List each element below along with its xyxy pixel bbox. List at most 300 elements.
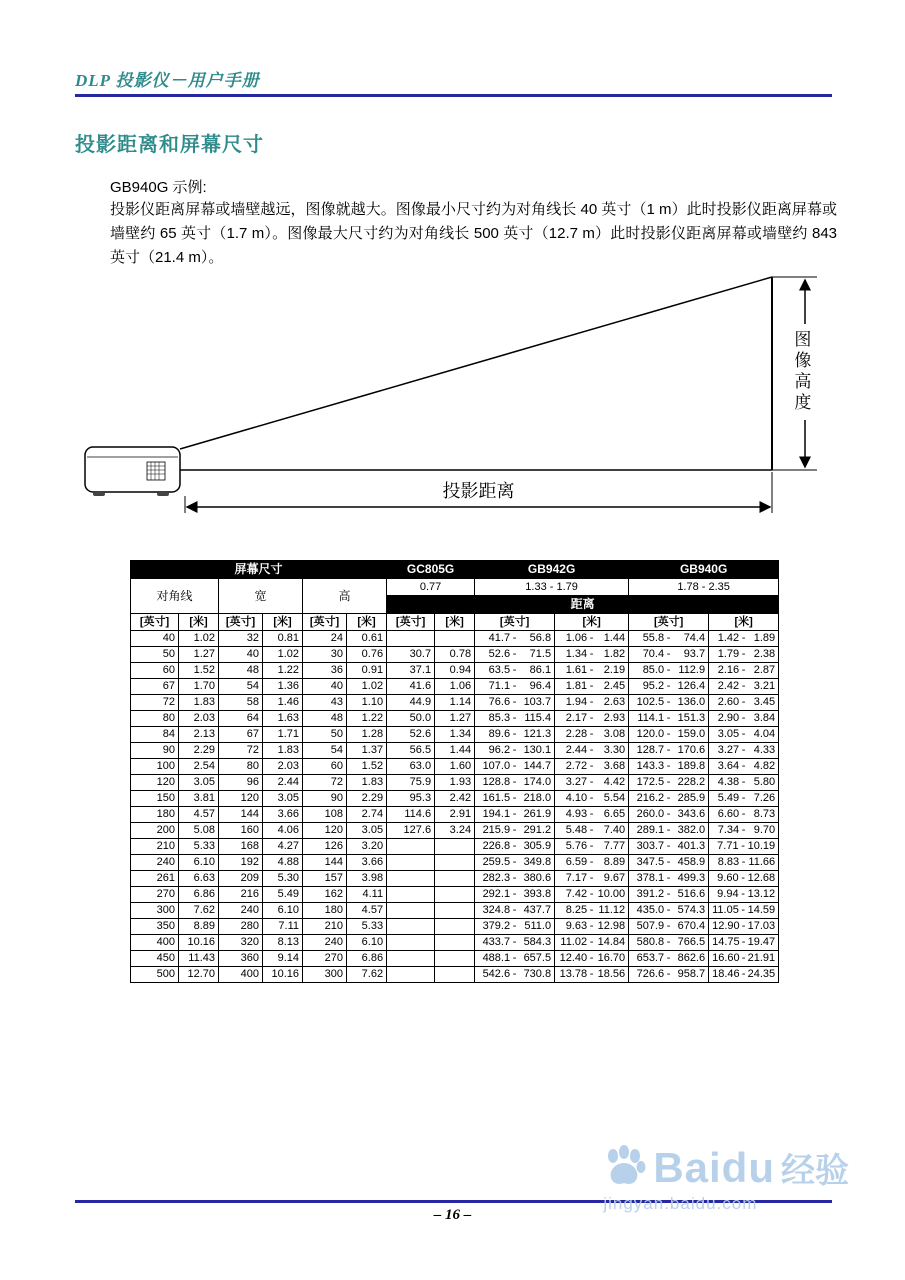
table-cell: 4.10 - 5.54 — [555, 791, 629, 807]
table-cell: 2.29 — [347, 791, 387, 807]
example-label: GB940G 示例: — [110, 179, 207, 196]
table-cell — [387, 903, 435, 919]
table-cell: 270 — [303, 951, 347, 967]
table-row — [131, 647, 779, 663]
table-cell: 5.33 — [179, 839, 219, 855]
table-cell: 6.10 — [179, 855, 219, 871]
table-cell: 180 — [303, 903, 347, 919]
table-cell: 161.5 - 218.0 — [475, 791, 555, 807]
projector-icon — [85, 447, 180, 496]
table-row — [131, 775, 779, 791]
projection-table-wrap — [130, 560, 779, 983]
table-cell: 128.8 - 174.0 — [475, 775, 555, 791]
table-cell: 1.36 — [263, 679, 303, 695]
table-cell: 1.83 — [179, 695, 219, 711]
table-cell: 96.2 - 130.1 — [475, 743, 555, 759]
table-cell: 7.42 - 10.00 — [555, 887, 629, 903]
table-cell: 1.94 - 2.63 — [555, 695, 629, 711]
table-cell: 72 — [131, 695, 179, 711]
table-cell: 168 — [219, 839, 263, 855]
unit-header: [英寸] — [303, 614, 347, 631]
table-row — [131, 727, 779, 743]
table-cell: 300 — [303, 967, 347, 983]
table-cell: 1.22 — [347, 711, 387, 727]
table-cell: 12.70 — [179, 967, 219, 983]
table-cell: 43 — [303, 695, 347, 711]
table-cell: 200 — [131, 823, 179, 839]
table-cell: 289.1 - 382.0 — [629, 823, 709, 839]
table-cell: 2.72 - 3.68 — [555, 759, 629, 775]
table-cell: 6.63 — [179, 871, 219, 887]
table-row — [131, 823, 779, 839]
table-cell: 500 — [131, 967, 179, 983]
table-cell: 0.91 — [347, 663, 387, 679]
table-cell: 3.27 - 4.42 — [555, 775, 629, 791]
table-cell: 2.42 — [435, 791, 475, 807]
table-cell: 8.89 — [179, 919, 219, 935]
table-cell: 8.25 - 11.12 — [555, 903, 629, 919]
screen-size-header: 屏幕尺寸 — [131, 561, 387, 579]
table-cell: 80 — [131, 711, 179, 727]
table-cell: 9.63 - 12.98 — [555, 919, 629, 935]
table-cell: 7.71 - 10.19 — [709, 839, 779, 855]
table-cell: 30.7 — [387, 647, 435, 663]
table-cell: 1.93 — [435, 775, 475, 791]
table-cell — [435, 951, 475, 967]
table-cell: 150 — [131, 791, 179, 807]
unit-header: [米] — [263, 614, 303, 631]
table-cell: 5.48 - 7.40 — [555, 823, 629, 839]
table-cell: 216 — [219, 887, 263, 903]
unit-header: [英寸] — [387, 614, 435, 631]
table-cell: 3.05 — [263, 791, 303, 807]
table-cell: 2.44 — [263, 775, 303, 791]
unit-header: [米] — [709, 614, 779, 631]
page-number: – 16 – — [433, 1207, 472, 1223]
table-cell: 653.7 - 862.6 — [629, 951, 709, 967]
table-cell: 60 — [303, 759, 347, 775]
watermark-brand-row — [603, 1143, 849, 1192]
table-row — [131, 631, 779, 647]
table-cell — [435, 855, 475, 871]
table-cell: 0.81 — [263, 631, 303, 647]
image-height-label: 图像高度 — [789, 324, 811, 420]
table-cell: 10.16 — [179, 935, 219, 951]
table-cell: 4.57 — [179, 807, 219, 823]
table-cell: 108 — [303, 807, 347, 823]
table-cell: 114.6 — [387, 807, 435, 823]
table-cell: 9.94 - 13.12 — [709, 887, 779, 903]
table-body — [131, 631, 779, 983]
table-row — [131, 935, 779, 951]
table-cell: 261 — [131, 871, 179, 887]
table-cell: 5.76 - 7.77 — [555, 839, 629, 855]
table-cell: 0.78 — [435, 647, 475, 663]
table-cell: 6.10 — [263, 903, 303, 919]
table-cell: 114.1 - 151.3 — [629, 711, 709, 727]
table-cell: 120 — [219, 791, 263, 807]
table-row — [131, 663, 779, 679]
table-cell: 1.27 — [435, 711, 475, 727]
table-cell: 324.8 - 437.7 — [475, 903, 555, 919]
table-cell: 9.14 — [263, 951, 303, 967]
table-cell: 3.24 — [435, 823, 475, 839]
table-cell: 32 — [219, 631, 263, 647]
table-cell: 1.02 — [179, 631, 219, 647]
table-cell: 3.98 — [347, 871, 387, 887]
table-cell: 7.62 — [179, 903, 219, 919]
table-cell: 2.16 - 2.87 — [709, 663, 779, 679]
table-cell: 259.5 - 349.8 — [475, 855, 555, 871]
table-cell: 89.6 - 121.3 — [475, 727, 555, 743]
table-cell: 41.6 — [387, 679, 435, 695]
table-cell: 1.60 — [435, 759, 475, 775]
table-cell: 3.27 - 4.33 — [709, 743, 779, 759]
table-cell: 95.3 — [387, 791, 435, 807]
table-cell: 1.06 — [435, 679, 475, 695]
table-cell: 100 — [131, 759, 179, 775]
table-cell: 1.52 — [179, 663, 219, 679]
table-cell: 7.62 — [347, 967, 387, 983]
table-cell: 260.0 - 343.6 — [629, 807, 709, 823]
table-cell: 2.29 — [179, 743, 219, 759]
table-cell: 3.05 — [179, 775, 219, 791]
table-cell: 2.60 - 3.45 — [709, 695, 779, 711]
table-cell: 58 — [219, 695, 263, 711]
table-cell: 1.83 — [347, 775, 387, 791]
table-cell: 3.05 - 4.04 — [709, 727, 779, 743]
unit-header: [英寸] — [475, 614, 555, 631]
table-cell — [387, 839, 435, 855]
height-header: 高 — [303, 579, 387, 614]
table-cell: 180 — [131, 807, 179, 823]
baidu-watermark — [603, 1143, 849, 1214]
table-cell: 54 — [303, 743, 347, 759]
table-cell: 76.6 - 103.7 — [475, 695, 555, 711]
table-cell — [435, 935, 475, 951]
table-row — [131, 967, 779, 983]
model-header-gb942g: GB942G — [475, 561, 629, 579]
table-cell: 40 — [219, 647, 263, 663]
table-cell: 90 — [131, 743, 179, 759]
table-cell: 3.81 — [179, 791, 219, 807]
table-cell: 2.17 - 2.93 — [555, 711, 629, 727]
table-cell: 64 — [219, 711, 263, 727]
header-title: DLP 投影仪－用户手册 — [75, 71, 260, 90]
table-header-row-ratios — [131, 579, 779, 596]
table-cell: 1.06 - 1.44 — [555, 631, 629, 647]
body-text: 投影仪距离屏幕或墙壁越远，图像就越大。图像最小尺寸约为对角线长 40 英寸（1 m）此时投影仪距离屏幕或墙壁约 65 英寸（1.7 m）。图像最大尺寸约为对角线长 500 英寸（12.7 m）此时投影仪距离屏幕或墙壁约 843 英寸（21.4 m）。 — [110, 201, 837, 266]
table-cell: 67 — [219, 727, 263, 743]
table-cell: 143.3 - 189.8 — [629, 759, 709, 775]
table-cell: 63.0 — [387, 759, 435, 775]
unit-header: [米] — [179, 614, 219, 631]
table-cell: 2.54 — [179, 759, 219, 775]
table-header-row-units — [131, 614, 779, 631]
table-cell: 85.3 - 115.4 — [475, 711, 555, 727]
table-cell: 240 — [219, 903, 263, 919]
table-cell: 50.0 — [387, 711, 435, 727]
table-cell: 5.49 — [263, 887, 303, 903]
table-cell: 0.94 — [435, 663, 475, 679]
table-cell: 270 — [131, 887, 179, 903]
table-cell: 240 — [303, 935, 347, 951]
table-cell: 72 — [219, 743, 263, 759]
table-cell: 2.74 — [347, 807, 387, 823]
table-cell: 2.90 - 3.84 — [709, 711, 779, 727]
table-cell: 1.79 - 2.38 — [709, 647, 779, 663]
table-cell — [387, 871, 435, 887]
table-cell: 18.46 - 24.35 — [709, 967, 779, 983]
table-cell: 320 — [219, 935, 263, 951]
projection-distance-label: 投影距离 — [442, 481, 515, 501]
table-row — [131, 679, 779, 695]
table-cell: 1.46 — [263, 695, 303, 711]
table-cell: 128.7 - 170.6 — [629, 743, 709, 759]
table-cell: 0.61 — [347, 631, 387, 647]
table-cell: 5.08 — [179, 823, 219, 839]
table-cell: 300 — [131, 903, 179, 919]
table-cell: 162 — [303, 887, 347, 903]
table-cell: 6.59 - 8.89 — [555, 855, 629, 871]
table-cell: 12.40 - 16.70 — [555, 951, 629, 967]
table-cell: 3.66 — [263, 807, 303, 823]
table-cell: 7.11 — [263, 919, 303, 935]
table-cell: 48 — [219, 663, 263, 679]
table-cell: 60 — [131, 663, 179, 679]
table-row — [131, 807, 779, 823]
table-cell: 2.13 — [179, 727, 219, 743]
table-cell: 37.1 — [387, 663, 435, 679]
table-cell: 4.27 — [263, 839, 303, 855]
table-cell: 4.11 — [347, 887, 387, 903]
table-cell: 70.4 - 93.7 — [629, 647, 709, 663]
table-cell — [435, 903, 475, 919]
table-cell: 347.5 - 458.9 — [629, 855, 709, 871]
table-cell: 3.05 — [347, 823, 387, 839]
table-row — [131, 743, 779, 759]
table-cell: 450 — [131, 951, 179, 967]
table-cell: 5.30 — [263, 871, 303, 887]
table-cell: 216.2 - 285.9 — [629, 791, 709, 807]
table-cell: 157 — [303, 871, 347, 887]
unit-header: [英寸] — [219, 614, 263, 631]
table-cell: 1.28 — [347, 727, 387, 743]
table-cell: 85.0 - 112.9 — [629, 663, 709, 679]
table-cell: 52.6 — [387, 727, 435, 743]
table-cell: 50 — [303, 727, 347, 743]
unit-header: [米] — [555, 614, 629, 631]
table-cell: 1.81 - 2.45 — [555, 679, 629, 695]
table-cell: 360 — [219, 951, 263, 967]
table-cell: 6.60 - 8.73 — [709, 807, 779, 823]
table-cell: 8.83 - 11.66 — [709, 855, 779, 871]
table-cell: 194.1 - 261.9 — [475, 807, 555, 823]
table-cell: 1.14 — [435, 695, 475, 711]
table-cell: 127.6 — [387, 823, 435, 839]
table-cell: 1.71 — [263, 727, 303, 743]
table-cell: 7.34 - 9.70 — [709, 823, 779, 839]
table-cell: 71.1 - 96.4 — [475, 679, 555, 695]
table-cell: 11.43 — [179, 951, 219, 967]
table-cell: 54 — [219, 679, 263, 695]
table-cell: 210 — [131, 839, 179, 855]
watermark-brand-cn: 经验 — [781, 1152, 849, 1190]
paw-icon — [603, 1143, 647, 1192]
table-cell — [435, 887, 475, 903]
table-cell: 303.7 - 401.3 — [629, 839, 709, 855]
table-row — [131, 871, 779, 887]
table-cell — [387, 967, 435, 983]
table-cell: 1.83 — [263, 743, 303, 759]
table-cell: 4.38 - 5.80 — [709, 775, 779, 791]
table-cell: 172.5 - 228.2 — [629, 775, 709, 791]
table-cell: 3.64 - 4.82 — [709, 759, 779, 775]
table-cell: 13.78 - 18.56 — [555, 967, 629, 983]
table-cell: 2.42 - 3.21 — [709, 679, 779, 695]
table-cell: 2.28 - 3.08 — [555, 727, 629, 743]
unit-header: [英寸] — [131, 614, 179, 631]
table-cell: 95.2 - 126.4 — [629, 679, 709, 695]
table-cell: 400 — [219, 967, 263, 983]
table-cell: 2.03 — [179, 711, 219, 727]
table-cell: 75.9 — [387, 775, 435, 791]
table-cell: 1.44 — [435, 743, 475, 759]
model-header-gb940g: GB940G — [629, 561, 779, 579]
table-cell: 2.03 — [263, 759, 303, 775]
table-cell: 8.13 — [263, 935, 303, 951]
table-row — [131, 839, 779, 855]
width-header: 宽 — [219, 579, 303, 614]
table-row — [131, 951, 779, 967]
table-cell: 379.2 - 511.0 — [475, 919, 555, 935]
table-cell: 1.61 - 2.19 — [555, 663, 629, 679]
table-row — [131, 903, 779, 919]
table-row — [131, 919, 779, 935]
table-cell: 1.02 — [263, 647, 303, 663]
distance-header: 距离 — [387, 596, 779, 614]
table-cell: 1.37 — [347, 743, 387, 759]
table-cell: 726.6 - 958.7 — [629, 967, 709, 983]
watermark-url: jingyan.baidu.com — [603, 1194, 758, 1213]
table-cell: 80 — [219, 759, 263, 775]
table-cell: 280 — [219, 919, 263, 935]
table-cell: 209 — [219, 871, 263, 887]
table-row — [131, 791, 779, 807]
table-cell — [435, 631, 475, 647]
table-cell: 107.0 - 144.7 — [475, 759, 555, 775]
table-cell: 3.20 — [347, 839, 387, 855]
table-cell: 1.34 — [435, 727, 475, 743]
table-head — [131, 561, 779, 631]
table-cell: 282.3 - 380.6 — [475, 871, 555, 887]
diagonal-header: 对角线 — [131, 579, 219, 614]
unit-header: [米] — [435, 614, 475, 631]
table-cell: 5.49 - 7.26 — [709, 791, 779, 807]
table-cell: 24 — [303, 631, 347, 647]
table-cell: 192 — [219, 855, 263, 871]
table-cell: 1.70 — [179, 679, 219, 695]
table-cell: 433.7 - 584.3 — [475, 935, 555, 951]
table-cell: 0.76 — [347, 647, 387, 663]
table-cell: 4.88 — [263, 855, 303, 871]
table-cell — [435, 967, 475, 983]
unit-header: [英寸] — [629, 614, 709, 631]
table-cell: 2.91 — [435, 807, 475, 823]
table-cell: 55.8 - 74.4 — [629, 631, 709, 647]
table-cell: 52.6 - 71.5 — [475, 647, 555, 663]
table-cell: 48 — [303, 711, 347, 727]
model-header-gc805g: GC805G — [387, 561, 475, 579]
table-cell: 102.5 - 136.0 — [629, 695, 709, 711]
table-cell: 120 — [303, 823, 347, 839]
table-cell — [387, 951, 435, 967]
table-row — [131, 887, 779, 903]
table-cell: 4.06 — [263, 823, 303, 839]
table-row — [131, 855, 779, 871]
table-cell: 1.34 - 1.82 — [555, 647, 629, 663]
table-cell: 67 — [131, 679, 179, 695]
table-cell: 215.9 - 291.2 — [475, 823, 555, 839]
table-cell: 12.90 - 17.03 — [709, 919, 779, 935]
table-cell: 507.9 - 670.4 — [629, 919, 709, 935]
table-cell — [387, 855, 435, 871]
table-cell: 542.6 - 730.8 — [475, 967, 555, 983]
ratio-gc805g: 0.77 — [387, 579, 475, 596]
table-cell: 11.05 - 14.59 — [709, 903, 779, 919]
table-cell: 350 — [131, 919, 179, 935]
projection-table — [130, 560, 779, 983]
table-cell — [387, 887, 435, 903]
table-cell: 9.60 - 12.68 — [709, 871, 779, 887]
table-cell: 16.60 - 21.91 — [709, 951, 779, 967]
table-cell: 391.2 - 516.6 — [629, 887, 709, 903]
unit-header: [米] — [347, 614, 387, 631]
table-cell: 4.57 — [347, 903, 387, 919]
table-cell: 144 — [303, 855, 347, 871]
table-row — [131, 759, 779, 775]
table-cell: 1.27 — [179, 647, 219, 663]
table-row — [131, 695, 779, 711]
table-cell: 1.42 - 1.89 — [709, 631, 779, 647]
table-cell: 210 — [303, 919, 347, 935]
table-cell: 11.02 - 14.84 — [555, 935, 629, 951]
header-rule — [75, 94, 832, 97]
table-cell: 160 — [219, 823, 263, 839]
table-cell: 63.5 - 86.1 — [475, 663, 555, 679]
table-cell: 14.75 - 19.47 — [709, 935, 779, 951]
table-cell: 580.8 - 766.5 — [629, 935, 709, 951]
table-cell: 40 — [131, 631, 179, 647]
table-cell: 1.22 — [263, 663, 303, 679]
table-cell: 36 — [303, 663, 347, 679]
table-cell: 4.93 - 6.65 — [555, 807, 629, 823]
table-cell — [435, 919, 475, 935]
table-header-row-models — [131, 561, 779, 579]
table-cell — [387, 935, 435, 951]
table-cell: 6.10 — [347, 935, 387, 951]
table-cell: 44.9 — [387, 695, 435, 711]
table-cell: 1.63 — [263, 711, 303, 727]
table-cell: 5.33 — [347, 919, 387, 935]
table-cell: 120.0 - 159.0 — [629, 727, 709, 743]
table-cell: 1.52 — [347, 759, 387, 775]
table-cell: 30 — [303, 647, 347, 663]
table-cell: 2.44 - 3.30 — [555, 743, 629, 759]
table-cell: 120 — [131, 775, 179, 791]
projection-diagram — [75, 272, 830, 527]
table-cell: 400 — [131, 935, 179, 951]
